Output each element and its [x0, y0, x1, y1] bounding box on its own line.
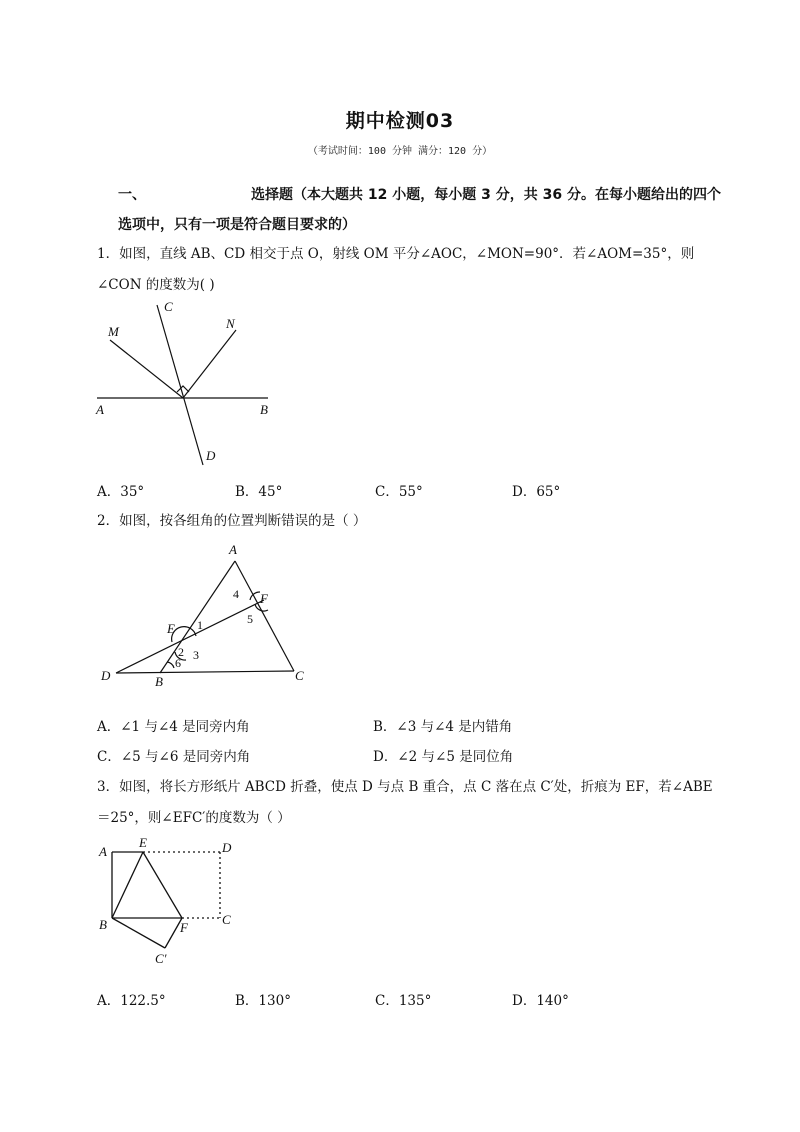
q1-label-a: A — [96, 402, 104, 417]
line-dc — [116, 671, 294, 673]
q3-stem-line2: ＝25°，则∠EFC′的度数为（ ） — [97, 810, 291, 826]
q3-label-d: D — [222, 840, 232, 855]
q1-label-c: C — [164, 299, 173, 314]
q2-stem-line1: 2．如图，按各组角的位置判断错误的是（ ） — [97, 513, 367, 529]
segment-ef — [143, 852, 182, 918]
q2-angle-6: 6 — [175, 656, 181, 670]
q2-angle-2: 2 — [178, 645, 184, 659]
q3-stem-line1: 3．如图，将长方形纸片 ABCD 折叠，使点 D 与点 B 重合，点 C 落在点 C′处，折痕为 EF，若∠ABE — [97, 779, 713, 795]
q2-label-b: B — [155, 674, 163, 689]
line-cd — [157, 305, 203, 465]
q3-label-f: F — [180, 920, 188, 935]
q2-option-a[interactable]: A．∠1 与∠4 是同旁内角 — [97, 719, 250, 735]
q1-figure — [97, 305, 268, 465]
q2-angle-1: 1 — [197, 618, 203, 632]
q2-figure — [116, 561, 294, 673]
q3-label-c-prime: C′ — [155, 951, 167, 966]
q3-option-b[interactable]: B．130° — [235, 993, 291, 1009]
exam-info: （考试时间：100 分钟 满分：120 分） — [307, 146, 493, 157]
section-heading-line1: 选择题（本大题共 12 小题，每小题 3 分，共 36 分。在每小题给出的四个 — [251, 187, 721, 203]
q3-figure — [112, 852, 220, 948]
q1-option-b[interactable]: B．45° — [235, 484, 283, 500]
q2-angle-3: 3 — [193, 648, 199, 662]
q3-option-d[interactable]: D．140° — [512, 993, 569, 1009]
q3-label-a: A — [99, 844, 107, 859]
q3-label-c: C — [222, 912, 231, 927]
ray-on — [183, 330, 236, 398]
segment-bc-prime — [112, 918, 165, 948]
ray-om — [110, 340, 183, 398]
line-df — [116, 600, 264, 673]
q2-label-d: D — [101, 668, 111, 683]
q2-option-c[interactable]: C．∠5 与∠6 是同旁内角 — [97, 749, 251, 765]
q2-option-b[interactable]: B．∠3 与∠4 是内错角 — [373, 719, 513, 735]
q1-option-c[interactable]: C．55° — [375, 484, 423, 500]
q1-option-d[interactable]: D．65° — [512, 484, 561, 500]
q1-label-m: M — [108, 324, 119, 339]
section-heading-line2: 选项中，只有一项是符合题目要求的） — [118, 217, 356, 233]
segment-eb — [112, 852, 143, 918]
q2-label-f: F — [260, 591, 268, 606]
side-ac — [235, 561, 294, 671]
q3-label-b: B — [99, 917, 107, 932]
page-title: 期中检测03 — [345, 110, 455, 132]
q1-option-a[interactable]: A．35° — [97, 484, 145, 500]
q1-stem-line1: 1．如图，直线 AB、CD 相交于点 O，射线 OM 平分∠AOC，∠MON=90°．若∠AOM=35°，则 — [97, 246, 695, 262]
q2-option-d[interactable]: D．∠2 与∠5 是同位角 — [373, 749, 514, 765]
q1-stem-line2: ∠CON 的度数为( ) — [97, 277, 215, 293]
q2-angle-4: 4 — [233, 587, 239, 601]
section-number: 一、 — [118, 187, 146, 203]
q3-label-e: E — [139, 835, 147, 850]
right-angle-mark — [177, 386, 189, 392]
q2-angle-5: 5 — [247, 612, 253, 626]
q3-option-c[interactable]: C．135° — [375, 993, 432, 1009]
q2-label-a: A — [229, 542, 237, 557]
q2-label-c: C — [295, 668, 304, 683]
q1-label-b: B — [260, 402, 268, 417]
arc-angle-6 — [167, 662, 174, 668]
q2-label-e: E — [167, 621, 175, 636]
q1-label-d: D — [206, 448, 216, 463]
q1-label-n: N — [226, 316, 235, 331]
q3-option-a[interactable]: A．122.5° — [97, 993, 166, 1009]
